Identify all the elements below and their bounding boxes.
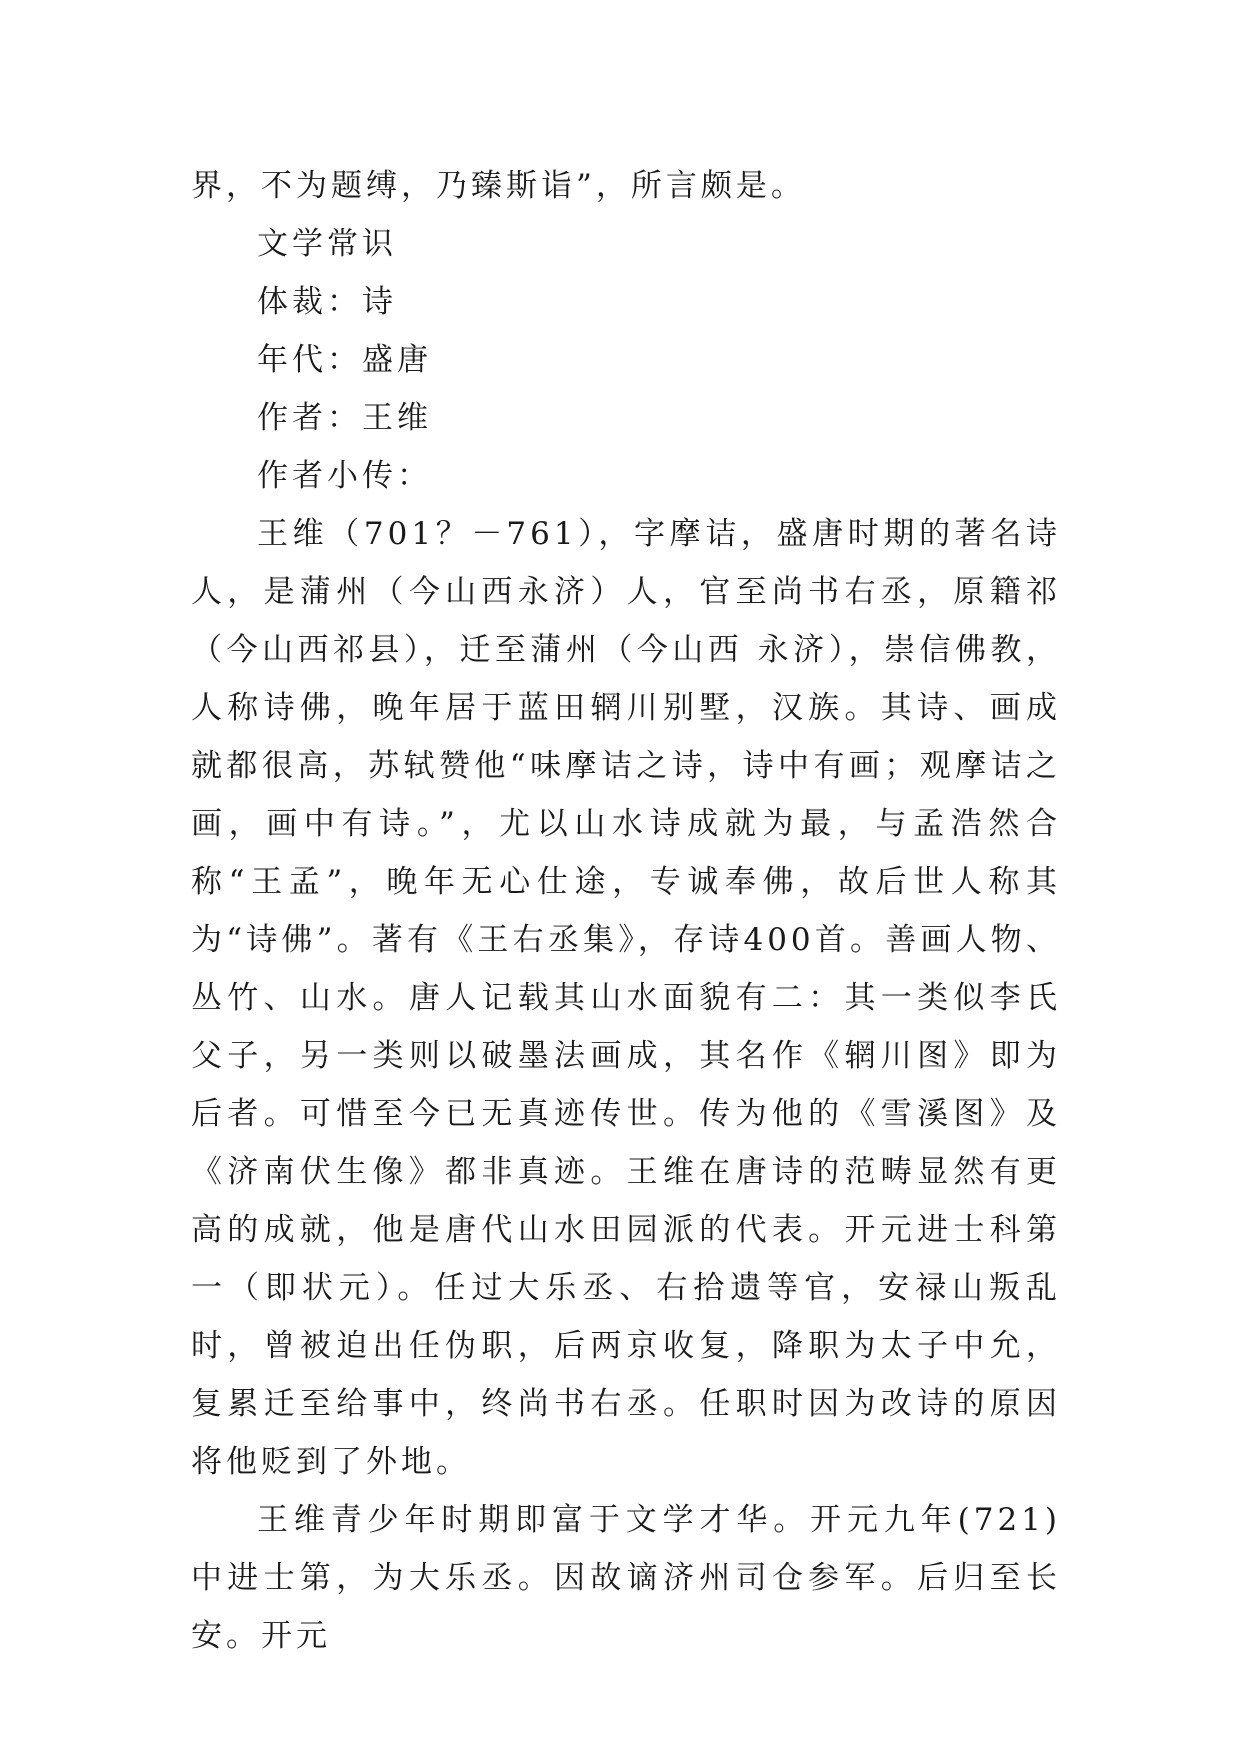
genre-line: 体裁：诗 <box>257 284 397 320</box>
era-line: 年代：盛唐 <box>257 342 432 378</box>
paragraph-continuation: 界，不为题缚，乃臻斯诣”，所言颇是。 <box>191 168 806 204</box>
author-line: 作者：王维 <box>257 400 432 436</box>
document-body <box>191 157 1061 1665</box>
early-life-paragraph: 王维青少年时期即富于文学才华。开元九年(721) 中进士第，为大乐丞。因故谪济州司仓参军。后归至长安。开元 <box>191 1502 1061 1654</box>
heading-literary-knowledge: 文学常识 <box>257 226 397 262</box>
author-bio-heading: 作者小传： <box>257 458 432 494</box>
author-bio-paragraph: 王维（701？－761），字摩诘，盛唐时期的著名诗人，是蒲州（今山西永济）人，官至尚书右丞，原籍祁（今山西祁县），迁至蒲州（今山西 永济），崇信佛教，人称诗佛，晚年居于蓝田辋川别墅，汉族。其诗、画成就都很高，苏轼赞他“味摩诘之诗，诗中有画；观摩诘之画，画中有诗。”，尤以山水诗成就为最，与孟浩然合称“王孟”，晚年无心仕途，专诚奉佛，故后世人称其为“诗佛”。著有《王右丞集》，存诗400首。善画人物、丛竹、山水。唐人记载其山水面貌有二：其一类似李氏父子，另一类则以破墨法画成，其名作《辋川图》即为后者。可惜至今已无真迹传世。传为他的《雪溪图》及《济南伏生像》都非真迹。王维在唐诗的范畴显然有更高的成就，他是唐代山水田园派的代表。开元进士科第一（即状元）。任过大乐丞、右拾遗等官，安禄山叛乱时，曾被迫出任伪职，后两京收复，降职为太子中允，复累迁至给事中，终尚书右丞。任职时因为改诗的原因将他贬到了外地。 <box>191 516 1061 1480</box>
